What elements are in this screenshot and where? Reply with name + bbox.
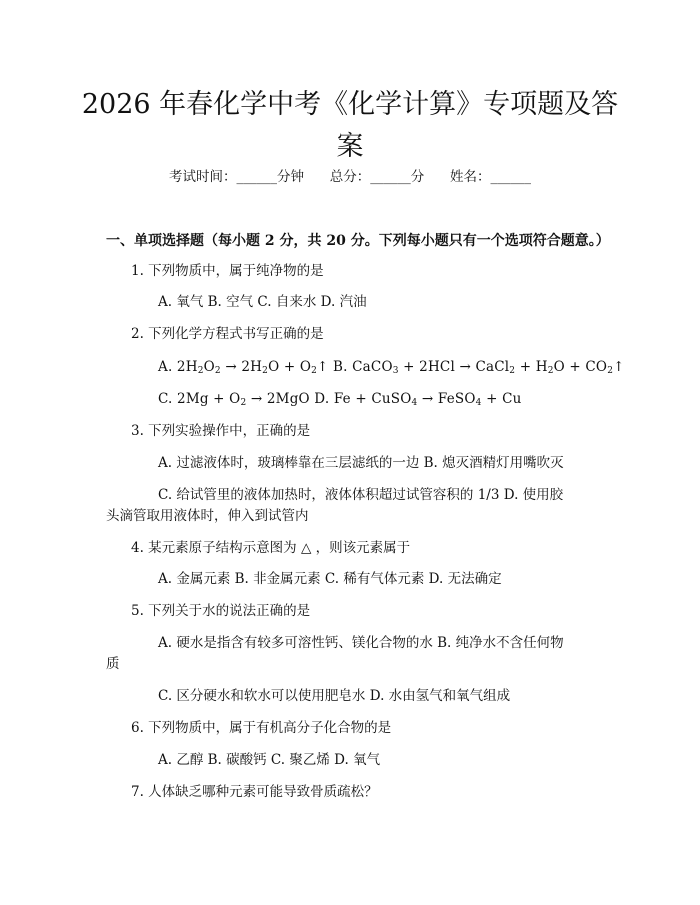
question-5-options-line-3: C. 区分硬水和软水可以使用肥皂水 D. 水由氢气和氧气组成 [158, 688, 511, 704]
question-2-options-line-1: A. $2H_2O_2 \to 2H_2O$ + $O_2↑$ B. CaCO$_3$ + 2HCl → CaCl$_2$ + $H_2O$ + $CO_2↑$ [158, 359, 625, 376]
question-2-options-line-2: C. $2Mg + O_2 \to 2MgO$ D. Fe + CuSO$_4$ → FeSO$_4$ + Cu [158, 391, 522, 408]
question-2-stem: 2. 下列化学方程式书写正确的是 [131, 326, 324, 342]
question-1-options: A. 氧气 B. 空气 C. 自来水 D. 汽油 [158, 294, 367, 310]
exam-info: 考试时间：______分钟 总分：______分 姓名：______ [169, 169, 531, 185]
question-3-options-line-1: A. 过滤液体时，玻璃棒靠在三层滤纸的一边 B. 熄灭酒精灯用嘴吹灭 [158, 455, 564, 471]
question-7-stem: 7. 人体缺乏哪种元素可能导致骨质疏松？ [131, 784, 378, 800]
question-3-options-line-2: C. 给试管里的液体加热时，液体体积超过试管容积的 1/3 D. 使用胶 [158, 487, 564, 503]
question-5-options-line-2: 质 [106, 656, 120, 672]
section-heading: 一、单项选择题（每小题 2 分，共 20 分。下列每小题只有一个选项符合题意。） [106, 233, 610, 249]
question-3-options-line-3: 头滴管取用液体时，伸入到试管内 [106, 508, 309, 524]
question-5-stem: 5. 下列关于水的说法正确的是 [131, 603, 311, 619]
document-title: 2026 年春化学中考《化学计算》专项题及答案 [81, 89, 619, 162]
question-4-stem: 4. 某元素原子结构示意图为 △ ，则该元素属于 [131, 540, 411, 556]
question-1-stem: 1. 下列物质中，属于纯净物的是 [131, 263, 324, 279]
question-6-options: A. 乙醇 B. 碳酸钙 C. 聚乙烯 D. 氧气 [158, 752, 381, 768]
question-5-options-line-1: A. 硬水是指含有较多可溶性钙、镁化合物的水 B. 纯净水不含任何物 [158, 635, 564, 651]
question-6-stem: 6. 下列物质中，属于有机高分子化合物的是 [131, 720, 392, 736]
question-4-options: A. 金属元素 B. 非金属元素 C. 稀有气体元素 D. 无法确定 [158, 571, 502, 587]
question-3-stem: 3. 下列实验操作中，正确的是 [131, 423, 311, 439]
